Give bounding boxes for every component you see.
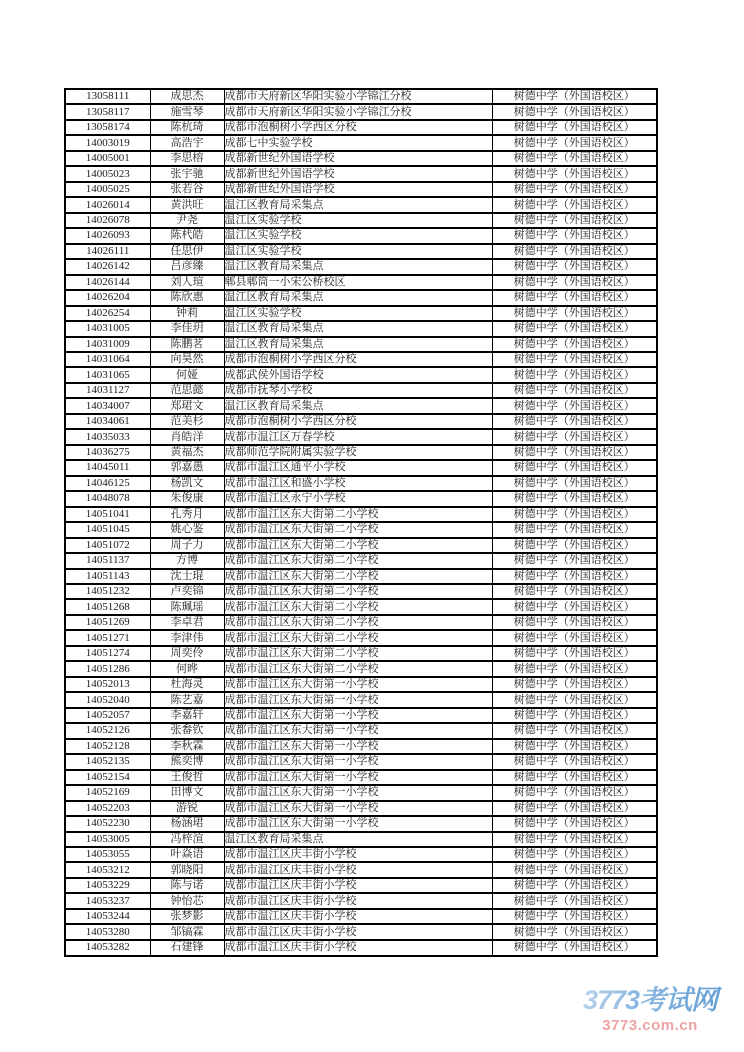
source-school-cell: 成都市温江区东大街第二小学校 bbox=[224, 661, 492, 676]
table-row bbox=[65, 383, 657, 398]
admitted-school-cell: 树德中学（外国语校区） bbox=[492, 708, 657, 723]
exam-number-cell: 14003019 bbox=[65, 135, 150, 150]
source-school-cell: 成都市温江区东大街第一小学校 bbox=[224, 770, 492, 785]
exam-number-cell: 14051271 bbox=[65, 630, 150, 645]
source-school-cell: 成都市抚琴小学校 bbox=[224, 383, 492, 398]
exam-number-cell: 14026204 bbox=[65, 290, 150, 305]
student-name-cell: 杨凯文 bbox=[150, 476, 224, 491]
student-name-cell: 李卓君 bbox=[150, 615, 224, 630]
admitted-school-cell: 树德中学（外国语校区） bbox=[492, 135, 657, 150]
admitted-school-cell: 树德中学（外国语校区） bbox=[492, 507, 657, 522]
exam-number-cell: 14051137 bbox=[65, 553, 150, 568]
admitted-school-cell: 树德中学（外国语校区） bbox=[492, 739, 657, 754]
source-school-cell: 成都新世纪外国语学校 bbox=[224, 151, 492, 166]
student-name-cell: 陈杭琦 bbox=[150, 120, 224, 135]
source-school-cell: 成都市天府新区华阳实验小学锦江分校 bbox=[224, 104, 492, 119]
student-name-cell: 孔秀月 bbox=[150, 507, 224, 522]
exam-number-cell: 13058174 bbox=[65, 120, 150, 135]
table-row bbox=[65, 259, 657, 274]
student-name-cell: 熊奕博 bbox=[150, 754, 224, 769]
student-name-cell: 吕彦臻 bbox=[150, 259, 224, 274]
student-name-cell: 施雪琴 bbox=[150, 104, 224, 119]
table-row bbox=[65, 89, 657, 104]
exam-number-cell: 14052135 bbox=[65, 754, 150, 769]
student-name-cell: 张梦影 bbox=[150, 909, 224, 924]
exam-number-cell: 14046125 bbox=[65, 476, 150, 491]
source-school-cell: 温江区教育局采集点 bbox=[224, 398, 492, 413]
admitted-school-cell: 树德中学（外国语校区） bbox=[492, 476, 657, 491]
admitted-school-cell: 树德中学（外国语校区） bbox=[492, 228, 657, 243]
admitted-school-cell: 树德中学（外国语校区） bbox=[492, 770, 657, 785]
table-row bbox=[65, 646, 657, 661]
table-row bbox=[65, 832, 657, 847]
source-school-cell: 成都市温江区庆丰街小学校 bbox=[224, 847, 492, 862]
watermark-site-url: 3773.com.cn bbox=[602, 1016, 698, 1034]
table-row bbox=[65, 460, 657, 475]
source-school-cell: 温江区实验学校 bbox=[224, 213, 492, 228]
student-name-cell: 张若谷 bbox=[150, 182, 224, 197]
admitted-school-cell: 树德中学（外国语校区） bbox=[492, 104, 657, 119]
table-row bbox=[65, 893, 657, 908]
admitted-school-cell: 树德中学（外国语校区） bbox=[492, 599, 657, 614]
student-name-cell: 范美杉 bbox=[150, 414, 224, 429]
source-school-cell: 成都市温江区庆丰街小学校 bbox=[224, 909, 492, 924]
student-name-cell: 郭嘉愚 bbox=[150, 460, 224, 475]
source-school-cell: 成都市泡桐树小学西区分校 bbox=[224, 352, 492, 367]
source-school-cell: 成都市温江区东大街第二小学校 bbox=[224, 569, 492, 584]
exam-number-cell: 14051286 bbox=[65, 661, 150, 676]
admitted-school-cell: 树德中学（外国语校区） bbox=[492, 723, 657, 738]
exam-number-cell: 14052203 bbox=[65, 801, 150, 816]
source-school-cell: 成都市温江区东大街第一小学校 bbox=[224, 785, 492, 800]
admitted-school-cell: 树德中学（外国语校区） bbox=[492, 692, 657, 707]
admitted-school-cell: 树德中学（外国语校区） bbox=[492, 290, 657, 305]
table-row bbox=[65, 429, 657, 444]
source-school-cell: 成都市温江区庆丰街小学校 bbox=[224, 862, 492, 877]
admitted-school-cell: 树德中学（外国语校区） bbox=[492, 414, 657, 429]
table-row bbox=[65, 104, 657, 119]
student-name-cell: 何娅 bbox=[150, 367, 224, 382]
admitted-school-cell: 树德中学（外国语校区） bbox=[492, 151, 657, 166]
table-row bbox=[65, 213, 657, 228]
student-name-cell: 李津伟 bbox=[150, 630, 224, 645]
source-school-cell: 成都市温江区东大街第一小学校 bbox=[224, 754, 492, 769]
table-row bbox=[65, 306, 657, 321]
admitted-school-cell: 树德中学（外国语校区） bbox=[492, 89, 657, 104]
exam-number-cell: 14035033 bbox=[65, 429, 150, 444]
exam-number-cell: 14051045 bbox=[65, 522, 150, 537]
student-name-cell: 周子力 bbox=[150, 538, 224, 553]
student-name-cell: 邹镐霖 bbox=[150, 924, 224, 939]
table-row bbox=[65, 847, 657, 862]
source-school-cell: 成都武侯外国语学校 bbox=[224, 367, 492, 382]
exam-number-cell: 14053229 bbox=[65, 878, 150, 893]
exam-number-cell: 14052169 bbox=[65, 785, 150, 800]
exam-number-cell: 14034061 bbox=[65, 414, 150, 429]
source-school-cell: 温江区教育局采集点 bbox=[224, 321, 492, 336]
source-school-cell: 成都市温江区东大街第二小学校 bbox=[224, 553, 492, 568]
source-school-cell: 温江区教育局采集点 bbox=[224, 832, 492, 847]
table-row bbox=[65, 244, 657, 259]
admitted-school-cell: 树德中学（外国语校区） bbox=[492, 630, 657, 645]
admitted-school-cell: 树德中学（外国语校区） bbox=[492, 367, 657, 382]
table-row bbox=[65, 290, 657, 305]
exam-number-cell: 14053212 bbox=[65, 862, 150, 877]
student-name-cell: 向昊然 bbox=[150, 352, 224, 367]
table-row bbox=[65, 909, 657, 924]
exam-number-cell: 14036275 bbox=[65, 445, 150, 460]
admitted-school-cell: 树德中学（外国语校区） bbox=[492, 615, 657, 630]
table-row bbox=[65, 120, 657, 135]
admitted-school-cell: 树德中学（外国语校区） bbox=[492, 847, 657, 862]
table-row bbox=[65, 661, 657, 676]
source-school-cell: 温江区教育局采集点 bbox=[224, 259, 492, 274]
student-name-cell: 朱俊康 bbox=[150, 491, 224, 506]
student-name-cell: 成思杰 bbox=[150, 89, 224, 104]
table-row bbox=[65, 275, 657, 290]
exam-number-cell: 14051274 bbox=[65, 646, 150, 661]
source-school-cell: 成都市温江区东大街第一小学校 bbox=[224, 692, 492, 707]
table-row bbox=[65, 182, 657, 197]
student-name-cell: 叶焱语 bbox=[150, 847, 224, 862]
table-row bbox=[65, 491, 657, 506]
table-row bbox=[65, 398, 657, 413]
table-row bbox=[65, 197, 657, 212]
source-school-cell: 温江区实验学校 bbox=[224, 228, 492, 243]
student-name-cell: 卢奕锦 bbox=[150, 584, 224, 599]
source-school-cell: 温江区教育局采集点 bbox=[224, 337, 492, 352]
source-school-cell: 成都市温江区东大街第一小学校 bbox=[224, 816, 492, 831]
table-row bbox=[65, 337, 657, 352]
source-school-cell: 成都市温江区通平小学校 bbox=[224, 460, 492, 475]
admitted-school-cell: 树德中学（外国语校区） bbox=[492, 646, 657, 661]
student-name-cell: 方博 bbox=[150, 553, 224, 568]
source-school-cell: 成都市温江区庆丰街小学校 bbox=[224, 940, 492, 956]
exam-number-cell: 14048078 bbox=[65, 491, 150, 506]
exam-number-cell: 14053005 bbox=[65, 832, 150, 847]
student-name-cell: 钟莉 bbox=[150, 306, 224, 321]
student-name-cell: 肖皓洋 bbox=[150, 429, 224, 444]
admitted-school-cell: 树德中学（外国语校区） bbox=[492, 321, 657, 336]
exam-number-cell: 14052057 bbox=[65, 708, 150, 723]
source-school-cell: 成都市温江区永宁小学校 bbox=[224, 491, 492, 506]
admitted-school-cell: 树德中学（外国语校区） bbox=[492, 924, 657, 939]
admitted-school-cell: 树德中学（外国语校区） bbox=[492, 569, 657, 584]
student-name-cell: 黄洪旺 bbox=[150, 197, 224, 212]
table-row bbox=[65, 584, 657, 599]
exam-number-cell: 14051269 bbox=[65, 615, 150, 630]
admitted-school-cell: 树德中学（外国语校区） bbox=[492, 120, 657, 135]
student-name-cell: 陈艺嘉 bbox=[150, 692, 224, 707]
table-row bbox=[65, 321, 657, 336]
source-school-cell: 成都市温江区庆丰街小学校 bbox=[224, 893, 492, 908]
source-school-cell: 成都市温江区东大街第二小学校 bbox=[224, 522, 492, 537]
admitted-school-cell: 树德中学（外国语校区） bbox=[492, 352, 657, 367]
admitted-school-cell: 树德中学（外国语校区） bbox=[492, 909, 657, 924]
table-row bbox=[65, 599, 657, 614]
exam-number-cell: 14052128 bbox=[65, 739, 150, 754]
exam-number-cell: 14051143 bbox=[65, 569, 150, 584]
admitted-school-cell: 树德中学（外国语校区） bbox=[492, 398, 657, 413]
source-school-cell: 成都七中实验学校 bbox=[224, 135, 492, 150]
admitted-school-cell: 树德中学（外国语校区） bbox=[492, 429, 657, 444]
student-name-cell: 陈鹏茗 bbox=[150, 337, 224, 352]
source-school-cell: 成都市天府新区华阳实验小学锦江分校 bbox=[224, 89, 492, 104]
admitted-school-cell: 树德中学（外国语校区） bbox=[492, 538, 657, 553]
student-name-cell: 高浩宇 bbox=[150, 135, 224, 150]
admitted-school-cell: 树德中学（外国语校区） bbox=[492, 940, 657, 956]
source-school-cell: 成都市温江区东大街第一小学校 bbox=[224, 677, 492, 692]
admitted-school-cell: 树德中学（外国语校区） bbox=[492, 816, 657, 831]
admitted-school-cell: 树德中学（外国语校区） bbox=[492, 259, 657, 274]
table-row bbox=[65, 569, 657, 584]
exam-number-cell: 14005001 bbox=[65, 151, 150, 166]
admitted-school-cell: 树德中学（外国语校区） bbox=[492, 785, 657, 800]
student-name-cell: 陈杙皓 bbox=[150, 228, 224, 243]
table-row bbox=[65, 692, 657, 707]
exam-number-cell: 13058111 bbox=[65, 89, 150, 104]
student-name-cell: 刘人瑄 bbox=[150, 275, 224, 290]
source-school-cell: 成都新世纪外国语学校 bbox=[224, 166, 492, 181]
exam-number-cell: 14052040 bbox=[65, 692, 150, 707]
admitted-school-cell: 树德中学（外国语校区） bbox=[492, 213, 657, 228]
source-school-cell: 温江区实验学校 bbox=[224, 244, 492, 259]
exam-number-cell: 14053280 bbox=[65, 924, 150, 939]
exam-number-cell: 14051041 bbox=[65, 507, 150, 522]
admitted-school-cell: 树德中学（外国语校区） bbox=[492, 584, 657, 599]
exam-number-cell: 14026144 bbox=[65, 275, 150, 290]
student-name-cell: 李嘉轩 bbox=[150, 708, 224, 723]
exam-number-cell: 14031064 bbox=[65, 352, 150, 367]
admitted-school-cell: 树德中学（外国语校区） bbox=[492, 275, 657, 290]
table-row bbox=[65, 940, 657, 956]
table-row bbox=[65, 816, 657, 831]
student-name-cell: 石建锋 bbox=[150, 940, 224, 956]
table-row bbox=[65, 615, 657, 630]
source-school-cell: 成都市温江区东大街第二小学校 bbox=[224, 599, 492, 614]
exam-number-cell: 14026111 bbox=[65, 244, 150, 259]
exam-number-cell: 14026093 bbox=[65, 228, 150, 243]
source-school-cell: 成都市泡桐树小学西区分校 bbox=[224, 414, 492, 429]
student-name-cell: 姚心鉴 bbox=[150, 522, 224, 537]
table-row bbox=[65, 166, 657, 181]
student-name-cell: 杜海灵 bbox=[150, 677, 224, 692]
student-name-cell: 王俊哲 bbox=[150, 770, 224, 785]
exam-number-cell: 13058117 bbox=[65, 104, 150, 119]
source-school-cell: 成都市温江区东大街第一小学校 bbox=[224, 801, 492, 816]
source-school-cell: 成都市温江区和盛小学校 bbox=[224, 476, 492, 491]
source-school-cell: 成都市温江区庆丰街小学校 bbox=[224, 878, 492, 893]
table-row bbox=[65, 630, 657, 645]
exam-number-cell: 14031005 bbox=[65, 321, 150, 336]
table-row bbox=[65, 352, 657, 367]
exam-number-cell: 14051232 bbox=[65, 584, 150, 599]
student-name-cell: 李思榕 bbox=[150, 151, 224, 166]
admitted-school-cell: 树德中学（外国语校区） bbox=[492, 460, 657, 475]
source-school-cell: 成都市温江区东大街第二小学校 bbox=[224, 615, 492, 630]
source-school-cell: 成都市温江区东大街第二小学校 bbox=[224, 538, 492, 553]
exam-number-cell: 14026014 bbox=[65, 197, 150, 212]
table-row bbox=[65, 476, 657, 491]
table-row bbox=[65, 522, 657, 537]
exam-number-cell: 14053237 bbox=[65, 893, 150, 908]
source-school-cell: 成都市温江区东大街第二小学校 bbox=[224, 630, 492, 645]
source-school-cell: 温江区教育局采集点 bbox=[224, 197, 492, 212]
table-row bbox=[65, 770, 657, 785]
site-watermark bbox=[564, 986, 736, 1034]
table-row bbox=[65, 924, 657, 939]
admitted-school-cell: 树德中学（外国语校区） bbox=[492, 182, 657, 197]
table-row bbox=[65, 708, 657, 723]
table-row bbox=[65, 553, 657, 568]
student-name-cell: 范思懿 bbox=[150, 383, 224, 398]
table-row bbox=[65, 785, 657, 800]
source-school-cell: 温江区教育局采集点 bbox=[224, 290, 492, 305]
student-name-cell: 杨涵珺 bbox=[150, 816, 224, 831]
source-school-cell: 成都市温江区东大街第一小学校 bbox=[224, 739, 492, 754]
student-name-cell: 冯梓渲 bbox=[150, 832, 224, 847]
table-row bbox=[65, 739, 657, 754]
admitted-school-cell: 树德中学（外国语校区） bbox=[492, 166, 657, 181]
source-school-cell: 成都市温江区庆丰街小学校 bbox=[224, 924, 492, 939]
admitted-school-cell: 树德中学（外国语校区） bbox=[492, 306, 657, 321]
exam-number-cell: 14026078 bbox=[65, 213, 150, 228]
student-name-cell: 沈士琨 bbox=[150, 569, 224, 584]
source-school-cell: 成都师范学院附属实验学校 bbox=[224, 445, 492, 460]
table-row bbox=[65, 367, 657, 382]
student-name-cell: 李秋霖 bbox=[150, 739, 224, 754]
admitted-school-cell: 树德中学（外国语校区） bbox=[492, 244, 657, 259]
admitted-school-cell: 树德中学（外国语校区） bbox=[492, 677, 657, 692]
student-name-cell: 任思伊 bbox=[150, 244, 224, 259]
admitted-school-cell: 树德中学（外国语校区） bbox=[492, 522, 657, 537]
source-school-cell: 成都市温江区东大街第二小学校 bbox=[224, 507, 492, 522]
admitted-school-cell: 树德中学（外国语校区） bbox=[492, 801, 657, 816]
exam-number-cell: 14052154 bbox=[65, 770, 150, 785]
exam-number-cell: 14026254 bbox=[65, 306, 150, 321]
source-school-cell: 成都新世纪外国语学校 bbox=[224, 182, 492, 197]
student-name-cell: 陈珮瑶 bbox=[150, 599, 224, 614]
student-name-cell: 张宇驰 bbox=[150, 166, 224, 181]
exam-number-cell: 14053055 bbox=[65, 847, 150, 862]
table-row bbox=[65, 754, 657, 769]
source-school-cell: 成都市温江区东大街第一小学校 bbox=[224, 723, 492, 738]
admitted-school-cell: 树德中学（外国语校区） bbox=[492, 383, 657, 398]
table-row bbox=[65, 801, 657, 816]
source-school-cell: 郫县郫筒一小宋公桥校区 bbox=[224, 275, 492, 290]
table-row bbox=[65, 677, 657, 692]
source-school-cell: 成都市温江区东大街第二小学校 bbox=[224, 646, 492, 661]
source-school-cell: 成都市温江区万春学校 bbox=[224, 429, 492, 444]
admitted-school-cell: 树德中学（外国语校区） bbox=[492, 754, 657, 769]
student-name-cell: 黄福杰 bbox=[150, 445, 224, 460]
admitted-school-cell: 树德中学（外国语校区） bbox=[492, 197, 657, 212]
exam-number-cell: 14031009 bbox=[65, 337, 150, 352]
source-school-cell: 温江区实验学校 bbox=[224, 306, 492, 321]
table-row bbox=[65, 151, 657, 166]
admitted-school-cell: 树德中学（外国语校区） bbox=[492, 337, 657, 352]
table-row bbox=[65, 414, 657, 429]
student-name-cell: 周奕伶 bbox=[150, 646, 224, 661]
admitted-school-cell: 树德中学（外国语校区） bbox=[492, 553, 657, 568]
exam-number-cell: 14051072 bbox=[65, 538, 150, 553]
admitted-school-cell: 树德中学（外国语校区） bbox=[492, 878, 657, 893]
table-row bbox=[65, 723, 657, 738]
admitted-school-cell: 树德中学（外国语校区） bbox=[492, 862, 657, 877]
table-row bbox=[65, 878, 657, 893]
exam-number-cell: 14053244 bbox=[65, 909, 150, 924]
student-name-cell: 张畚钦 bbox=[150, 723, 224, 738]
source-school-cell: 成都市泡桐树小学西区分校 bbox=[224, 120, 492, 135]
exam-number-cell: 14045011 bbox=[65, 460, 150, 475]
source-school-cell: 成都市温江区东大街第二小学校 bbox=[224, 584, 492, 599]
student-name-cell: 李佳玥 bbox=[150, 321, 224, 336]
admitted-school-cell: 树德中学（外国语校区） bbox=[492, 491, 657, 506]
admission-list-table bbox=[64, 88, 658, 957]
exam-number-cell: 14052230 bbox=[65, 816, 150, 831]
exam-number-cell: 14031065 bbox=[65, 367, 150, 382]
student-name-cell: 何晔 bbox=[150, 661, 224, 676]
student-name-cell: 郑珺文 bbox=[150, 398, 224, 413]
admission-table-body bbox=[65, 89, 657, 956]
table-row bbox=[65, 228, 657, 243]
student-name-cell: 游锐 bbox=[150, 801, 224, 816]
exam-number-cell: 14031127 bbox=[65, 383, 150, 398]
table-row bbox=[65, 445, 657, 460]
exam-number-cell: 14052126 bbox=[65, 723, 150, 738]
admitted-school-cell: 树德中学（外国语校区） bbox=[492, 661, 657, 676]
admitted-school-cell: 树德中学（外国语校区） bbox=[492, 893, 657, 908]
table-row bbox=[65, 135, 657, 150]
exam-number-cell: 14051268 bbox=[65, 599, 150, 614]
student-name-cell: 陈与诺 bbox=[150, 878, 224, 893]
source-school-cell: 成都市温江区东大街第一小学校 bbox=[224, 708, 492, 723]
admitted-school-cell: 树德中学（外国语校区） bbox=[492, 445, 657, 460]
exam-number-cell: 14026142 bbox=[65, 259, 150, 274]
exam-number-cell: 14052013 bbox=[65, 677, 150, 692]
student-name-cell: 陈欣惠 bbox=[150, 290, 224, 305]
exam-number-cell: 14005023 bbox=[65, 166, 150, 181]
table-row bbox=[65, 862, 657, 877]
student-name-cell: 钟怡芯 bbox=[150, 893, 224, 908]
exam-number-cell: 14053282 bbox=[65, 940, 150, 956]
student-name-cell: 田博文 bbox=[150, 785, 224, 800]
student-name-cell: 郭晓阳 bbox=[150, 862, 224, 877]
watermark-site-name: 3773考试网 bbox=[564, 986, 736, 1016]
exam-number-cell: 14034007 bbox=[65, 398, 150, 413]
table-row bbox=[65, 507, 657, 522]
exam-number-cell: 14005025 bbox=[65, 182, 150, 197]
table-row bbox=[65, 538, 657, 553]
student-name-cell: 尹尧 bbox=[150, 213, 224, 228]
admitted-school-cell: 树德中学（外国语校区） bbox=[492, 832, 657, 847]
